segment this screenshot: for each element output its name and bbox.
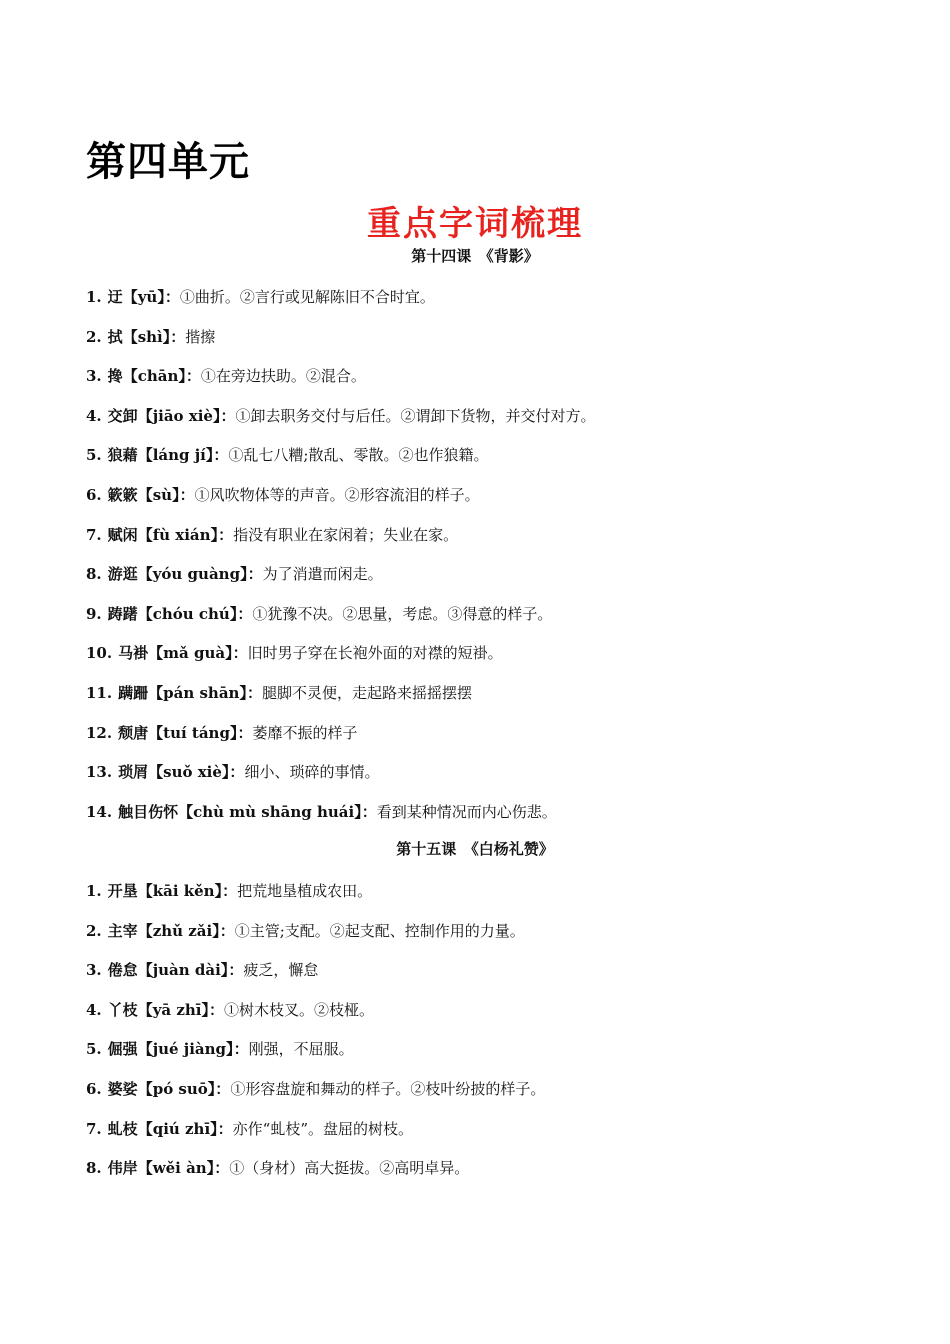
colon: ： (209, 1001, 225, 1019)
entry-definition: 疲乏，懈怠 (243, 961, 319, 979)
entry-definition: 旧时男子穿在长袍外面的对襟的短褂。 (247, 644, 503, 662)
entry-number: 5. (86, 446, 102, 464)
entry-pinyin: suǒ xiè (163, 763, 222, 781)
entry-definition: ①（身材）高大挺拔。②高明卓异。 (229, 1159, 470, 1177)
entry-word: 倦怠 (107, 961, 138, 979)
entry-pinyin: juàn dài (152, 961, 221, 979)
entry-definition: ①形容盘旋和舞动的样子。②枝叶纷披的样子。 (230, 1080, 546, 1098)
colon: ： (164, 288, 180, 306)
lesson-heading: 第十五课 《白杨礼赞》 (396, 840, 554, 858)
entry-number: 13. (86, 763, 113, 781)
entry-number: 1. (86, 288, 102, 306)
vocab-entry (86, 485, 480, 505)
entry-number: 7. (86, 526, 102, 544)
entry-number: 7. (86, 1120, 102, 1138)
entry-word: 丫枝 (107, 1001, 138, 1019)
entry-definition: ①风吹物体等的声音。②形容流泪的样子。 (194, 486, 480, 504)
entry-number: 14. (86, 803, 113, 821)
bracket-open: 【 (148, 763, 164, 781)
entry-number: 5. (86, 1040, 102, 1058)
colon: ： (361, 803, 377, 821)
entry-word: 倔强 (107, 1040, 138, 1058)
bracket-close: 】 (205, 446, 214, 464)
bracket-close: 】 (226, 1040, 234, 1058)
bracket-close: 】 (212, 407, 221, 425)
entry-definition: ①卸去职务交付与后任。②谓卸下货物，并交付对方。 (235, 407, 596, 425)
unit-title: 第四单元 (86, 139, 250, 185)
entry-word: 赋闲 (107, 526, 138, 544)
entry-pinyin: mǎ guà (163, 644, 226, 662)
colon: ： (218, 526, 234, 544)
bracket-close: 】 (210, 1120, 218, 1138)
bracket-open: 【 (137, 961, 153, 979)
lesson-heading: 第十四课 《背影》 (411, 247, 539, 265)
bracket-close: 】 (157, 288, 165, 306)
entry-word: 触目伤怀 (118, 803, 179, 821)
bracket-open: 【 (122, 367, 138, 385)
entry-pinyin: láng jí (152, 446, 206, 464)
entry-definition: ①乱七八糟;散乱、零散。②也作狼籍。 (228, 446, 489, 464)
vocab-entry (86, 643, 503, 663)
entry-number: 4. (86, 1001, 102, 1019)
colon: ： (214, 1159, 230, 1177)
entry-pinyin: zhǔ zǎi (152, 922, 213, 940)
entry-word: 虬枝 (107, 1120, 138, 1138)
bracket-close: 】 (240, 565, 248, 583)
bracket-close: 】 (225, 644, 233, 662)
colon: ： (233, 1040, 249, 1058)
main-heading: 重点字词梳理 (367, 204, 583, 244)
entry-definition: 萎靡不振的样子 (252, 724, 358, 742)
entry-word: 开垦 (107, 882, 138, 900)
entry-definition: 刚强，不屈服。 (248, 1040, 354, 1058)
colon: ： (217, 1120, 233, 1138)
entry-definition: 为了消遣而闲走。 (262, 565, 383, 583)
vocab-entry (86, 564, 383, 584)
entry-number: 6. (86, 1080, 102, 1098)
entry-pinyin: yā zhī (152, 1001, 202, 1019)
vocab-entry (86, 683, 472, 703)
bracket-open: 【 (137, 1120, 153, 1138)
vocab-entry (86, 445, 488, 465)
entry-word: 踌躇 (107, 605, 138, 623)
vocab-entry (86, 1000, 374, 1020)
entry-definition: 揩擦 (185, 328, 216, 346)
bracket-close: 】 (354, 803, 362, 821)
colon: ： (170, 328, 186, 346)
bracket-open: 【 (137, 1159, 153, 1177)
entry-definition: 亦作“虬枝”。盘屈的树枝。 (232, 1120, 414, 1138)
bracket-open: 【 (148, 684, 164, 702)
bracket-close: 】 (220, 961, 229, 979)
vocab-entry (86, 802, 557, 822)
bracket-open: 【 (137, 565, 153, 583)
vocab-entry (86, 406, 596, 426)
vocab-entry (86, 287, 435, 307)
vocab-entry (86, 525, 458, 545)
colon: ： (232, 644, 248, 662)
entry-pinyin: chóu chú (152, 605, 230, 623)
entry-definition: ①树木枝叉。②枝桠。 (224, 1001, 375, 1019)
colon: ： (237, 724, 253, 742)
bracket-open: 【 (137, 1040, 153, 1058)
entry-word: 颓唐 (118, 724, 149, 742)
bracket-open: 【 (137, 1001, 153, 1019)
entry-word: 马褂 (118, 644, 149, 662)
entry-pinyin: pó suō (152, 1080, 208, 1098)
bracket-open: 【 (148, 644, 164, 662)
entry-definition: ①曲折。②言行或见解陈旧不合时宜。 (179, 288, 435, 306)
entry-pinyin: qiú zhī (152, 1120, 211, 1138)
entry-word: 拭 (107, 328, 123, 346)
entry-number: 10. (86, 644, 113, 662)
entry-definition: 指没有职业在家闲着；失业在家。 (233, 526, 459, 544)
entry-word: 伟岸 (107, 1159, 138, 1177)
entry-number: 3. (86, 961, 102, 979)
bracket-close: 】 (162, 328, 171, 346)
bracket-open: 【 (137, 407, 153, 425)
bracket-open: 【 (137, 922, 153, 940)
entry-word: 狼藉 (107, 446, 138, 464)
vocab-entry (86, 921, 525, 941)
entry-definition: 腿脚不灵便，走起路来摇摇摆摆 (261, 684, 472, 702)
colon: ： (185, 367, 201, 385)
entry-pinyin: yū (137, 288, 158, 306)
colon: ： (213, 446, 229, 464)
entry-pinyin: shì (137, 328, 163, 346)
bracket-close: 】 (212, 922, 220, 940)
bracket-open: 【 (122, 288, 138, 306)
entry-pinyin: wěi àn (152, 1159, 207, 1177)
vocab-entry (86, 960, 318, 980)
vocab-entry (86, 1119, 413, 1139)
entry-number: 3. (86, 367, 102, 385)
entry-number: 8. (86, 565, 102, 583)
colon: ： (219, 922, 235, 940)
vocab-entry (86, 723, 357, 743)
bracket-close: 】 (210, 526, 219, 544)
entry-word: 主宰 (107, 922, 138, 940)
vocab-entry (86, 366, 366, 386)
bracket-open: 【 (137, 605, 153, 623)
entry-number: 2. (86, 922, 102, 940)
entry-word: 簌簌 (107, 486, 138, 504)
colon: ： (220, 407, 236, 425)
entry-pinyin: sù (152, 486, 173, 504)
colon: ： (215, 1080, 231, 1098)
vocab-entry (86, 1158, 469, 1178)
bracket-open: 【 (137, 446, 153, 464)
bracket-close: 】 (229, 724, 238, 742)
bracket-open: 【 (137, 882, 153, 900)
entry-number: 6. (86, 486, 102, 504)
entry-number: 4. (86, 407, 102, 425)
bracket-open: 【 (178, 803, 194, 821)
entry-word: 迂 (107, 288, 123, 306)
entry-word: 交卸 (107, 407, 138, 425)
bracket-open: 【 (122, 328, 138, 346)
vocab-entry (86, 327, 215, 347)
entry-pinyin: chān (137, 367, 179, 385)
vocab-entry (86, 1079, 545, 1099)
colon: ： (222, 882, 238, 900)
bracket-open: 【 (137, 526, 153, 544)
vocab-entry (86, 881, 372, 901)
entry-pinyin: jué jiàng (152, 1040, 227, 1058)
bracket-close: 】 (214, 882, 223, 900)
bracket-close: 】 (178, 367, 186, 385)
bracket-close: 】 (201, 1001, 209, 1019)
entry-pinyin: tuí táng (163, 724, 230, 742)
bracket-close: 】 (206, 1159, 215, 1177)
colon: ： (228, 961, 244, 979)
entry-word: 蹒跚 (118, 684, 149, 702)
colon: ： (246, 684, 262, 702)
entry-pinyin: yóu guàng (152, 565, 241, 583)
entry-definition: ①主管;支配。②起支配、控制作用的力量。 (234, 922, 525, 940)
entry-number: 1. (86, 882, 102, 900)
entry-pinyin: jiāo xiè (152, 407, 213, 425)
colon: ： (179, 486, 195, 504)
entry-pinyin: fù xián (152, 526, 211, 544)
entry-number: 11. (86, 684, 113, 702)
entry-definition: 看到某种情况而内心伤悲。 (376, 803, 557, 821)
bracket-close: 】 (239, 684, 247, 702)
entry-pinyin: chù mù shāng huái (193, 803, 355, 821)
bracket-close: 】 (229, 605, 238, 623)
bracket-close: 】 (221, 763, 230, 781)
colon: ： (229, 763, 245, 781)
bracket-close: 】 (172, 486, 180, 504)
bracket-open: 【 (148, 724, 164, 742)
entry-word: 搀 (107, 367, 123, 385)
entry-definition: ①犹豫不决。②思量，考虑。③得意的样子。 (252, 605, 553, 623)
bracket-close: 】 (207, 1080, 216, 1098)
entry-pinyin: pán shān (163, 684, 240, 702)
vocab-entry (86, 1039, 354, 1059)
entry-number: 8. (86, 1159, 102, 1177)
entry-number: 2. (86, 328, 102, 346)
colon: ： (237, 605, 253, 623)
entry-pinyin: kāi kěn (152, 882, 215, 900)
entry-definition: 把荒地垦植成农田。 (237, 882, 373, 900)
entry-number: 9. (86, 605, 102, 623)
vocab-entry (86, 604, 552, 624)
bracket-open: 【 (137, 1080, 153, 1098)
entry-definition: ①在旁边扶助。②混合。 (200, 367, 366, 385)
entry-word: 琐屑 (118, 763, 149, 781)
entry-definition: 细小、琐碎的事情。 (244, 763, 380, 781)
entry-word: 婆娑 (107, 1080, 138, 1098)
colon: ： (247, 565, 263, 583)
entry-number: 12. (86, 724, 113, 742)
entry-word: 游逛 (107, 565, 138, 583)
bracket-open: 【 (137, 486, 153, 504)
vocab-entry (86, 762, 379, 782)
